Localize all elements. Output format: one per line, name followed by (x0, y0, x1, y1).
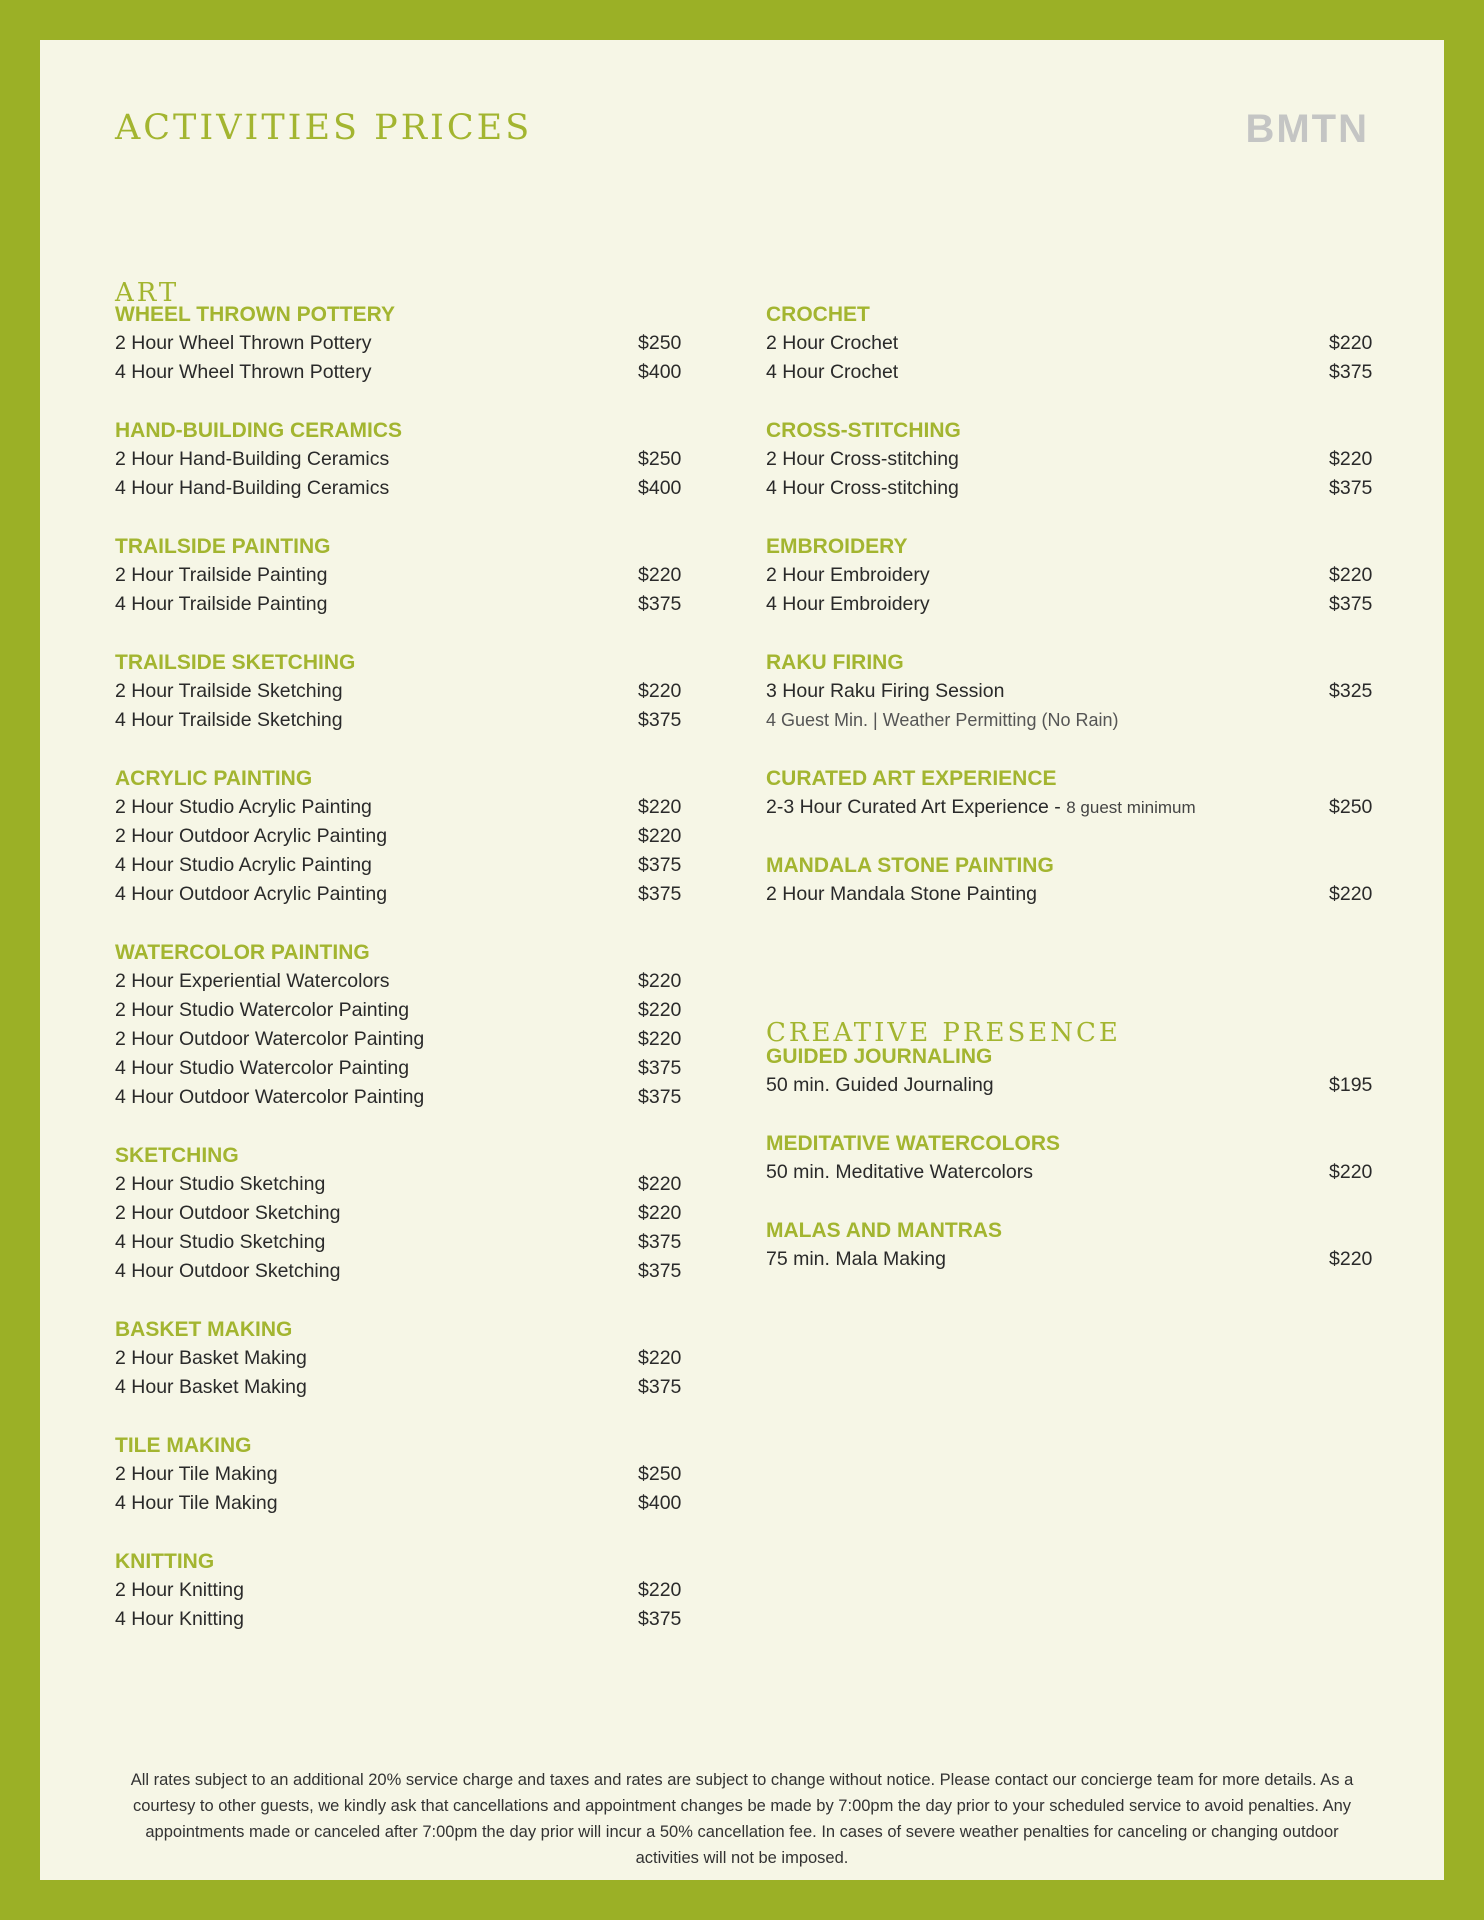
activity-name: 2 Hour Mandala Stone Painting (766, 883, 1038, 905)
price-row (115, 1228, 685, 1257)
activity-category (115, 1141, 685, 1286)
activity-name: 4 Hour Tile Making (115, 1492, 278, 1514)
price-row (115, 474, 685, 503)
price-row (115, 822, 685, 851)
page-title: ACTIVITIES PRICES (115, 108, 533, 148)
activity-name: 4 Hour Studio Watercolor Painting (115, 1057, 410, 1079)
activity-price: $220 (638, 1028, 682, 1050)
category-title: ACRYLIC PAINTING (115, 767, 313, 790)
activity-name: 4 Hour Trailside Painting (115, 593, 328, 615)
activity-name: 2 Hour Knitting (115, 1579, 244, 1601)
activity-name: 50 min. Guided Journaling (766, 1074, 994, 1096)
category-title: GUIDED JOURNALING (766, 1045, 993, 1068)
activity-price: $220 (638, 564, 682, 586)
activity-price: $220 (638, 1347, 682, 1369)
activity-name: 4 Hour Wheel Thrown Pottery (115, 361, 372, 383)
activity-name: 2 Hour Outdoor Acrylic Painting (115, 825, 388, 847)
price-row (766, 358, 1373, 387)
category-title: CURATED ART EXPERIENCE (766, 767, 1057, 790)
activity-price: $250 (638, 448, 682, 470)
activity-price: $375 (1329, 593, 1373, 615)
price-row (115, 1489, 685, 1518)
activity-category (766, 764, 1373, 822)
price-row (115, 1170, 685, 1199)
activity-category (115, 416, 685, 503)
activity-price: $375 (638, 1260, 682, 1282)
activity-price: $400 (638, 477, 682, 499)
price-row (115, 851, 685, 880)
price-row (766, 1158, 1373, 1187)
price-row (766, 677, 1373, 706)
category-title: MEDITATIVE WATERCOLORS (766, 1132, 1060, 1155)
activity-price: $220 (1329, 332, 1373, 354)
price-row (115, 1373, 685, 1402)
activity-name: 4 Hour Hand-Building Ceramics (115, 477, 390, 499)
activity-price: $375 (638, 1057, 682, 1079)
price-row (115, 1083, 685, 1112)
price-row (115, 445, 685, 474)
activity-price: $220 (638, 825, 682, 847)
art-column-left (115, 300, 685, 1663)
price-row (766, 1245, 1373, 1274)
activity-name: 4 Guest Min. | Weather Permitting (No Rain) (766, 710, 1119, 730)
activity-name: 4 Hour Outdoor Sketching (115, 1260, 341, 1282)
activity-category (766, 416, 1373, 503)
activity-name: 2 Hour Tile Making (115, 1463, 278, 1485)
price-row (766, 1071, 1373, 1100)
price-row (766, 561, 1373, 590)
category-title: WHEEL THROWN POTTERY (115, 303, 395, 326)
price-row (115, 967, 685, 996)
activity-price: $375 (638, 593, 682, 615)
activity-price: $250 (638, 332, 682, 354)
price-row (115, 1257, 685, 1286)
category-title: TRAILSIDE PAINTING (115, 535, 331, 558)
activity-category (766, 1129, 1373, 1187)
activity-name: 4 Hour Embroidery (766, 593, 930, 615)
activity-note: 8 guest minimum (1066, 798, 1196, 817)
category-title: TRAILSIDE SKETCHING (115, 651, 356, 674)
activity-price: $375 (638, 1376, 682, 1398)
brand-logo: BMTN (1245, 107, 1369, 151)
activity-price: $375 (1329, 477, 1373, 499)
price-row (115, 1605, 685, 1634)
activity-name: 2 Hour Studio Sketching (115, 1173, 326, 1195)
price-row (766, 880, 1373, 909)
activity-name: 2 Hour Studio Acrylic Painting (115, 796, 372, 818)
activity-name: 2 Hour Experiential Watercolors (115, 970, 390, 992)
activity-price: $220 (638, 796, 682, 818)
activity-price: $375 (1329, 361, 1373, 383)
category-title: CROSS-STITCHING (766, 419, 961, 442)
activity-category (766, 851, 1373, 909)
activity-category (766, 1042, 1373, 1100)
activity-name: 2 Hour Trailside Sketching (115, 680, 343, 702)
category-title: BASKET MAKING (115, 1318, 293, 1341)
activity-name: 4 Hour Cross-stitching (766, 477, 959, 499)
activity-category (766, 532, 1373, 619)
activity-category (115, 1431, 685, 1518)
activity-category (115, 764, 685, 909)
activity-name: 2 Hour Wheel Thrown Pottery (115, 332, 372, 354)
activity-name: 2 Hour Trailside Painting (115, 564, 328, 586)
price-row (115, 706, 685, 735)
activity-name: 50 min. Meditative Watercolors (766, 1161, 1033, 1183)
price-row (766, 706, 1369, 735)
price-row (115, 1199, 685, 1228)
price-row (115, 1460, 685, 1489)
price-row (766, 590, 1373, 619)
activity-price: $220 (1329, 883, 1373, 905)
price-row (115, 996, 685, 1025)
price-sheet (40, 40, 1444, 1880)
activity-name: 2 Hour Basket Making (115, 1347, 307, 1369)
activity-price: $220 (1329, 1248, 1373, 1270)
price-row (115, 1576, 685, 1605)
activity-category (115, 300, 685, 387)
activity-price: $375 (638, 1086, 682, 1108)
price-row (115, 1025, 685, 1054)
activity-price: $220 (638, 1173, 682, 1195)
footer-disclaimer: All rates subject to an additional 20% service charge and taxes and rates are subject to change without notice. Please contact our concierge team for more details. As a courtesy to other guests, we kindly ask that cancellations and appointment changes be made by 7:00pm the day prior to your scheduled service to avoid penalties. Any appointments made or canceled after 7:00pm the day prior will incur a 50% cancellation fee. In cases of severe weather penalties for canceling or changing outdoor activities will not be imposed. (130, 1770, 1354, 1867)
activity-price: $375 (638, 709, 682, 731)
activity-category (115, 1547, 685, 1634)
price-row (115, 793, 685, 822)
price-row (115, 561, 685, 590)
activity-price: $400 (638, 361, 682, 383)
category-title: HAND-BUILDING CERAMICS (115, 419, 402, 442)
activity-name: 4 Hour Trailside Sketching (115, 709, 343, 731)
activity-category (766, 300, 1373, 387)
activity-price: $325 (1329, 680, 1373, 702)
activity-category (115, 532, 685, 619)
category-title: RAKU FIRING (766, 651, 904, 674)
activity-price: $375 (638, 1231, 682, 1253)
activity-name: 4 Hour Outdoor Acrylic Painting (115, 883, 388, 905)
activity-category (115, 938, 685, 1112)
price-row (115, 677, 685, 706)
price-row (766, 329, 1373, 358)
category-title: KNITTING (115, 1550, 215, 1573)
section-title-art: ART (115, 278, 180, 308)
activity-price: $375 (638, 1608, 682, 1630)
price-row (115, 358, 685, 387)
activity-name: 2 Hour Cross-stitching (766, 448, 959, 470)
activity-name: 4 Hour Outdoor Watercolor Painting (115, 1086, 425, 1108)
activity-price: $220 (1329, 564, 1373, 586)
activity-name: 4 Hour Knitting (115, 1608, 244, 1630)
price-row (115, 590, 685, 619)
activity-name: 4 Hour Studio Sketching (115, 1231, 326, 1253)
price-row (766, 793, 1373, 822)
activity-name: 2 Hour Hand-Building Ceramics (115, 448, 390, 470)
category-title: TILE MAKING (115, 1434, 252, 1457)
activity-name: 4 Hour Crochet (766, 361, 899, 383)
price-row (115, 329, 685, 358)
category-title: EMBROIDERY (766, 535, 908, 558)
activity-price: $220 (638, 999, 682, 1021)
price-row (115, 1054, 685, 1083)
category-title: MALAS AND MANTRAS (766, 1219, 1003, 1242)
activity-price: $375 (638, 883, 682, 905)
activity-price: $220 (638, 1202, 682, 1224)
activity-price: $220 (1329, 448, 1373, 470)
price-row (115, 1344, 685, 1373)
activity-name: 2 Hour Outdoor Sketching (115, 1202, 341, 1224)
section-title-creative-presence: CREATIVE PRESENCE (766, 1018, 1121, 1048)
activity-price: $250 (1329, 796, 1373, 818)
activity-name: 2 Hour Outdoor Watercolor Painting (115, 1028, 425, 1050)
activity-price: $220 (638, 680, 682, 702)
activity-name: 2 Hour Studio Watercolor Painting (115, 999, 410, 1021)
price-row (115, 880, 685, 909)
activity-category (115, 648, 685, 735)
activity-price: $220 (1329, 1161, 1373, 1183)
activity-name: 4 Hour Basket Making (115, 1376, 307, 1398)
activity-price: $195 (1329, 1074, 1373, 1096)
activity-name: 75 min. Mala Making (766, 1248, 946, 1270)
category-title: WATERCOLOR PAINTING (115, 941, 370, 964)
activity-price: $400 (638, 1492, 682, 1514)
activity-price: $375 (638, 854, 682, 876)
activity-price: $220 (638, 1579, 682, 1601)
activity-name: 4 Hour Studio Acrylic Painting (115, 854, 372, 876)
activity-name: 2 Hour Embroidery (766, 564, 930, 586)
activity-name: 3 Hour Raku Firing Session (766, 680, 1005, 702)
activity-name: 2 Hour Crochet (766, 332, 899, 354)
activity-category (766, 648, 1373, 735)
activity-category (115, 1315, 685, 1402)
category-title: MANDALA STONE PAINTING (766, 854, 1054, 877)
activity-price: $250 (638, 1463, 682, 1485)
category-title: CROCHET (766, 303, 870, 326)
activity-price: $220 (638, 970, 682, 992)
price-row (766, 474, 1373, 503)
price-row (766, 445, 1373, 474)
creative-presence-column (766, 1042, 1373, 1303)
activity-category (766, 1216, 1373, 1274)
activity-name: 2-3 Hour Curated Art Experience - (766, 796, 1067, 818)
art-column-right (766, 300, 1373, 938)
category-title: SKETCHING (115, 1144, 239, 1167)
